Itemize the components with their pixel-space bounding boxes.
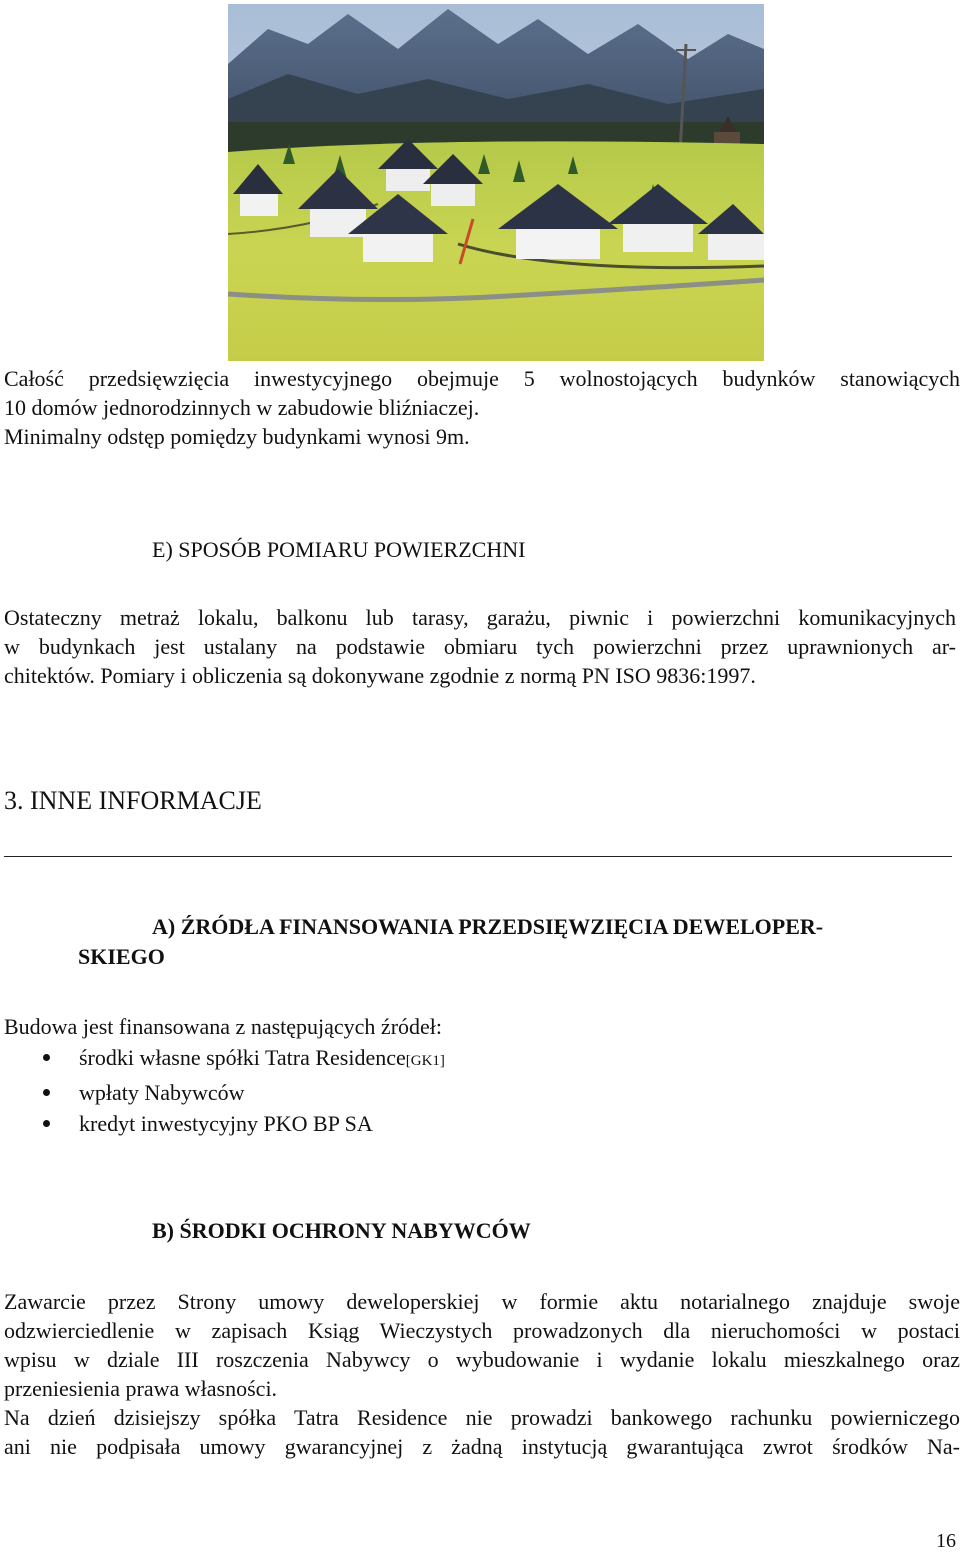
section-b-line: ani nie podpisała umowy gwarancyjnej z żadną instytucją gwarantująca zwrot środków Na- — [4, 1434, 960, 1459]
funding-sources-list — [0, 1042, 445, 1139]
bullet-icon — [43, 1089, 50, 1096]
section-b-paragraph — [4, 1287, 960, 1461]
section-b-line: Zawarcie przez Strony umowy deweloperskiej w formie aktu notarialnego znajduje swoje — [4, 1289, 960, 1314]
horizontal-rule — [4, 856, 952, 857]
list-item-text: wpłaty Nabywców — [79, 1080, 245, 1105]
section-b-line: wpisu w dziale III roszczenia Nabywcy o wybudowanie i wydanie lokalu mieszkalnego oraz — [4, 1347, 960, 1372]
section-b-line: przeniesienia prawa własności. — [4, 1376, 278, 1401]
section-b-line: odzwierciedlenie w zapisach Ksiąg Wieczystych prowadzonych dla nieruchomości w postaci — [4, 1318, 960, 1343]
list-item — [0, 1077, 445, 1108]
housing-model-photo — [228, 4, 764, 361]
intro-line: Minimalny odstęp pomiędzy budynkami wynosi 9m. — [4, 424, 470, 449]
intro-line: 10 domów jednorodzinnych w zabudowie bliźniaczej. — [4, 395, 480, 420]
list-item — [0, 1108, 445, 1139]
section-a-heading-line1: A) ŹRÓDŁA FINANSOWANIA PRZEDSIĘWZIĘCIA DEWELOPER- — [152, 914, 824, 939]
intro-paragraph — [4, 364, 960, 451]
list-item-text: środki własne spółki Tatra Residence — [79, 1045, 406, 1070]
section-e-heading: E) SPOSÓB POMIARU POWIERZCHNI — [152, 537, 526, 562]
bullet-icon — [43, 1120, 50, 1127]
intro-line: Całość przedsięwzięcia inwestycyjnego obejmuje 5 wolnostojących budynków stanowiących — [4, 366, 960, 391]
list-item-text: kredyt inwestycyjny PKO BP SA — [79, 1111, 373, 1136]
section-e-line: chitektów. Pomiary i obliczenia są dokonywane zgodnie z normą PN ISO 9836:1997. — [4, 663, 756, 688]
page-number: 16 — [936, 1530, 956, 1552]
comment-marker[interactable]: [GK1] — [405, 1053, 445, 1069]
section-e-line: w budynkach jest ustalany na podstawie obmiaru tych powierzchni przez uprawnionych ar- — [4, 634, 956, 659]
section-a-intro: Budowa jest finansowana z następujących źródeł: — [4, 1014, 443, 1039]
bullet-icon — [43, 1054, 50, 1061]
section-e-paragraph — [4, 603, 956, 690]
section-a-heading-line2: SKIEGO — [78, 944, 165, 969]
section-a-heading — [78, 912, 938, 972]
list-item — [0, 1042, 445, 1077]
section-b-heading: B) ŚRODKI OCHRONY NABYWCÓW — [152, 1218, 531, 1243]
section-b-line: Na dzień dzisiejszy spółka Tatra Residence nie prowadzi bankowego rachunku powierniczego — [4, 1405, 960, 1430]
section-e-line: Ostateczny metraż lokalu, balkonu lub tarasy, garażu, piwnic i powierzchni komunikacyjnych — [4, 605, 956, 630]
section-3-heading: 3. INNE INFORMACJE — [4, 786, 262, 815]
